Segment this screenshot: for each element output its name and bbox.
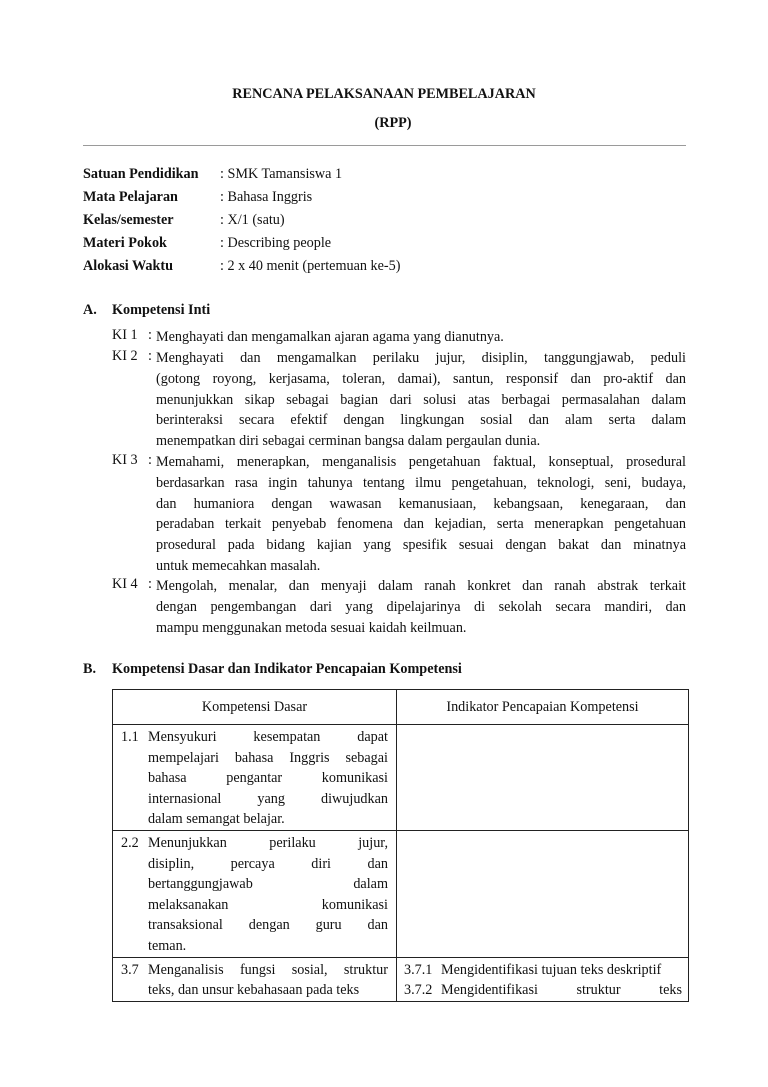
ki-line: Menghayati dan mengamalkan perilaku jujur, disiplin, tanggungjawab, peduli	[156, 350, 686, 366]
ki-line: mampu menggunakan metoda sesuai kaidah keilmuan.	[156, 619, 467, 636]
ki-line: menempatkan diri sebagai cerminan bangsa dalam pergaulan dunia.	[156, 433, 541, 450]
ki-line: (gotong royong, kerjasama, toleran, damai), santun, responsif dan pro-aktif dan	[156, 370, 686, 387]
kd-line: teks, dan unsur kebahasaan pada teks	[148, 982, 360, 999]
ki-line: Menghayati dan mengamalkan ajaran agama yang dianutnya.	[156, 329, 504, 345]
identity-label: Alokasi Waktu	[83, 258, 174, 274]
ki-item	[112, 327, 686, 348]
kompetensi-table	[112, 689, 689, 1002]
ki-line: peradaban terkait penyebab fenomena dan kejadian, serta menerapkan pengetahuan	[156, 516, 686, 533]
ki-line: dan humaniora dengan wawasan kemanusiaan, kebangsaan, kenegaraan, dan	[156, 495, 686, 512]
indicator-text: Mengidentifikasi tujuan teks deskriptif	[441, 961, 662, 978]
ki-colon: :	[148, 348, 152, 364]
ki-colon: :	[148, 452, 152, 468]
identity-label: Satuan Pendidikan	[83, 166, 199, 182]
indicator-cell	[397, 830, 689, 957]
kd-line: dalam semangat belajar.	[148, 811, 285, 828]
kd-line: bertanggungjawab dalam	[148, 876, 388, 893]
indicator-code: 3.7.1	[404, 961, 433, 978]
kd-line: bahasa pengantar komunikasi	[148, 770, 388, 787]
kd-cell	[113, 830, 397, 957]
identity-value: : X/1 (satu)	[220, 212, 285, 228]
section-b-title: Kompetensi Dasar dan Indikator Pencapaian Kompetensi	[112, 661, 462, 677]
identity-value: : Describing people	[220, 235, 332, 251]
ki-code: KI 2	[112, 348, 138, 364]
kd-number: 2.2	[121, 834, 139, 851]
table-header-row	[113, 690, 689, 725]
ki-item	[112, 452, 686, 577]
kd-cell	[113, 957, 397, 1001]
indicator-item	[404, 960, 682, 981]
ki-code: KI 1	[112, 327, 138, 343]
identity-value: : 2 x 40 menit (pertemuan ke-5)	[220, 258, 401, 274]
identity-value: : Bahasa Inggris	[220, 189, 313, 205]
ki-colon: :	[148, 576, 152, 592]
title-divider	[83, 145, 686, 146]
identity-label: Materi Pokok	[83, 235, 167, 251]
ki-item	[112, 348, 686, 452]
section-b-letter: B.	[83, 661, 97, 677]
header-kompetensi-dasar: Kompetensi Dasar	[113, 690, 397, 725]
ki-line: prosedural pada bidang kajian yang spesifik sesuai dengan bakat dan minatnya	[156, 537, 686, 554]
ki-line: dengan pengembangan dari yang dipelajarinya di sekolah secara mandiri, dan	[156, 598, 686, 615]
kd-line: disiplin, percaya diri dan	[148, 855, 388, 872]
indicator-item	[404, 980, 682, 1001]
kd-number: 1.1	[121, 729, 139, 745]
kd-line: teman.	[148, 937, 187, 954]
ki-description	[156, 348, 686, 452]
ki-code: KI 3	[112, 452, 138, 468]
ki-description	[156, 452, 686, 577]
ki-description	[156, 576, 686, 638]
ki-line: berinteraksi secara efektif dengan lingkungan sosial dan alam serta dalam	[156, 412, 686, 429]
indicator-code: 3.7.2	[404, 982, 433, 999]
kd-line: transaksional dengan guru dan	[148, 917, 388, 934]
ki-line: untuk memecahkan masalah.	[156, 557, 321, 574]
kd-line: melaksanakan komunikasi	[148, 896, 388, 913]
indicator-cell	[397, 957, 689, 1001]
indicator-cell	[397, 725, 689, 831]
table-row	[113, 830, 689, 957]
identity-value: : SMK Tamansiswa 1	[220, 166, 343, 182]
kd-line: Mensyukuri kesempatan dapat	[148, 729, 388, 745]
identity-label: Kelas/semester	[83, 212, 174, 228]
identity-label: Mata Pelajaran	[83, 189, 178, 205]
kd-line: internasional yang diwujudkan	[148, 790, 388, 807]
ki-line: Mengolah, menalar, dan menyaji dalam ranah konkret dan ranah abstrak terkait	[156, 578, 686, 594]
document-title: RENCANA PELAKSANAAN PEMBELAJARAN	[232, 86, 536, 102]
indicator-text: Mengidentifikasi struktur teks	[441, 982, 682, 999]
section-a-letter: A.	[83, 302, 97, 318]
kd-text	[148, 833, 388, 957]
ki-line: menunjukkan sikap sebagai bagian dari solusi atas berbagai permasalahan dalam	[156, 391, 686, 408]
ki-item	[112, 576, 686, 638]
kd-text	[148, 727, 388, 830]
kd-line: mempelajari bahasa Inggris sebagai	[148, 749, 388, 766]
kd-number: 3.7	[121, 961, 139, 978]
kd-line: Menunjukkan perilaku jujur,	[148, 834, 388, 851]
table-row	[113, 725, 689, 831]
ki-colon: :	[148, 327, 152, 343]
kd-cell	[113, 725, 397, 831]
kd-text	[148, 960, 388, 1001]
ki-line: berdasarkan rasa ingin tahunya tentang ilmu pengetahuan, teknologi, seni, budaya,	[156, 474, 686, 491]
section-a-title: Kompetensi Inti	[112, 302, 211, 318]
document-subtitle: (RPP)	[374, 115, 412, 131]
ki-code: KI 4	[112, 576, 138, 592]
header-indikator: Indikator Pencapaian Kompetensi	[397, 690, 689, 725]
ki-description	[156, 327, 686, 348]
table-row	[113, 957, 689, 1001]
kd-line: Menganalisis fungsi sosial, struktur	[148, 961, 388, 978]
ki-line: Memahami, menerapkan, menganalisis pengetahuan faktual, konseptual, prosedural	[156, 454, 686, 470]
